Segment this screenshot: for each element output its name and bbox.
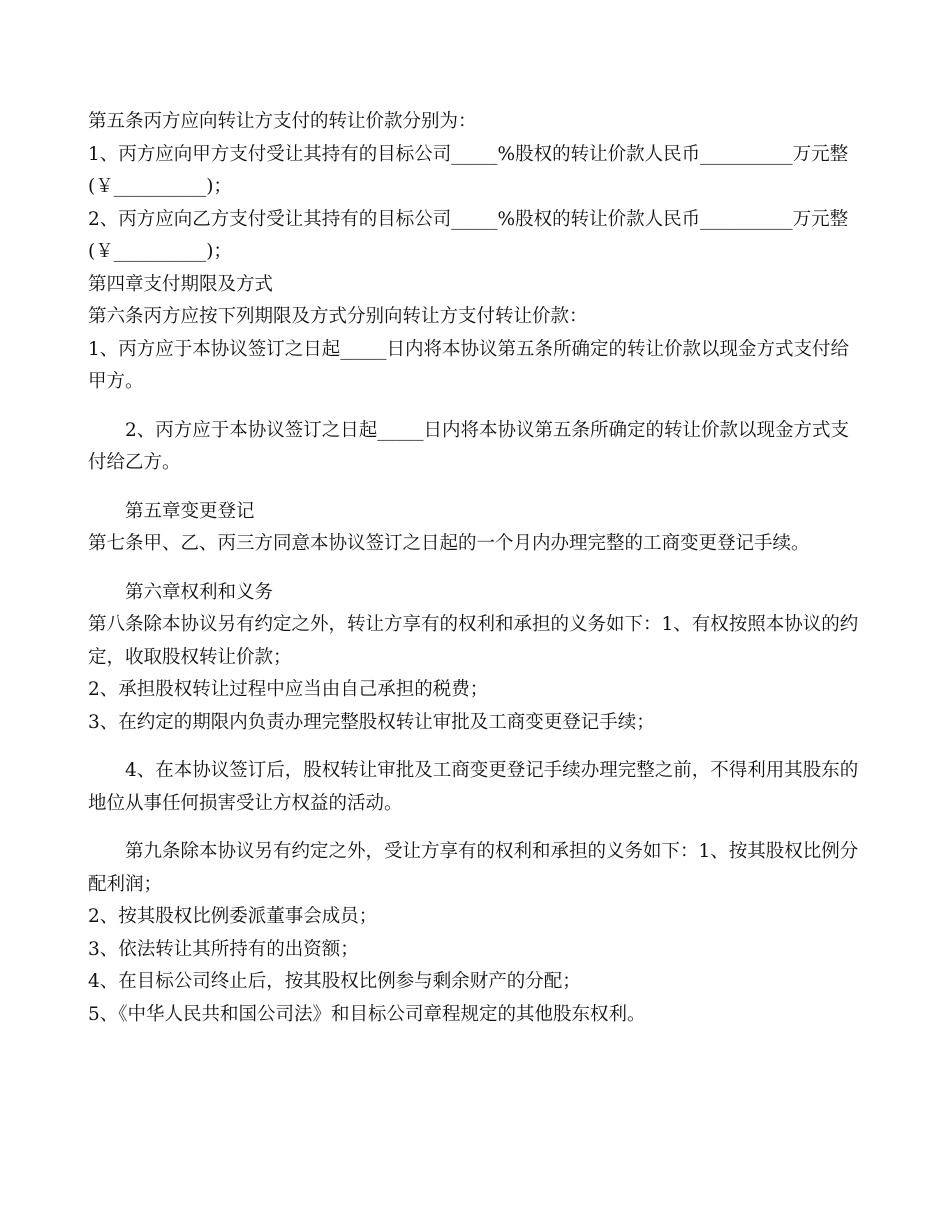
chapter-4-title: 第四章支付期限及方式 — [88, 273, 274, 295]
article-5-item-1: 1、丙方应向甲方支付受让其持有的目标公司_____%股权的转让价款人民币__________万元整(￥__________)； — [88, 143, 849, 197]
article-7-text: 第七条甲、乙、丙三方同意本协议签订之日起的一个月内办理完整的工商变更登记手续。 — [88, 533, 810, 554]
article-6-item-2: 2、丙方应于本协议签订之日起_____日内将本协议第五条所确定的转让价款以现金方式支付给乙方。 — [88, 419, 850, 473]
article-5-heading: 第五条丙方应向转让方支付的转让价款分别为： — [88, 111, 477, 132]
article-9-text: 第九条除本协议另有约定之外，受让方享有的权利和承担的义务如下：1、按其股权比例分配利润； — [88, 841, 859, 895]
article-9-item-3: 3、依法转让其所持有的出资额； — [88, 938, 359, 960]
article-6-item-1: 1、丙方应于本协议签订之日起_____日内将本协议第五条所确定的转让价款以现金方式支付给甲方。 — [88, 338, 850, 392]
document-page — [88, 106, 863, 1031]
article-5-item-2: 2、丙方应向乙方支付受让其持有的目标公司_____%股权的转让价款人民币__________万元整(￥__________)； — [88, 208, 849, 262]
chapter-6-title: 第六章权利和义务 — [125, 581, 274, 603]
article-9-item-4: 4、在目标公司终止后，按其股权比例参与剩余财产的分配； — [88, 971, 581, 992]
chapter-5-title: 第五章变更登记 — [125, 500, 255, 522]
article-9-item-5: 5、《中华人民共和国公司法》和目标公司章程规定的其他股东权利。 — [88, 1003, 646, 1025]
article-8-text: 第八条除本协议另有约定之外，转让方享有的权利和承担的义务如下：1、有权按照本协议的约定，收取股权转让价款； — [88, 614, 859, 668]
article-8-item-2: 2、承担股权转让过程中应当由自己承担的税费； — [88, 679, 489, 700]
article-8-item-3: 3、在约定的期限内负责办理完整股权转让审批及工商变更登记手续； — [88, 711, 655, 733]
article-9-item-2: 2、按其股权比例委派董事会成员； — [88, 906, 378, 927]
article-8-item-4: 4、在本协议签订后，股权转让审批及工商变更登记手续办理完整之前，不得利用其股东的地位从事任何损害受让方权益的活动。 — [88, 760, 859, 814]
article-6-heading: 第六条丙方应按下列期限及方式分别向转让方支付转让价款： — [88, 306, 588, 327]
